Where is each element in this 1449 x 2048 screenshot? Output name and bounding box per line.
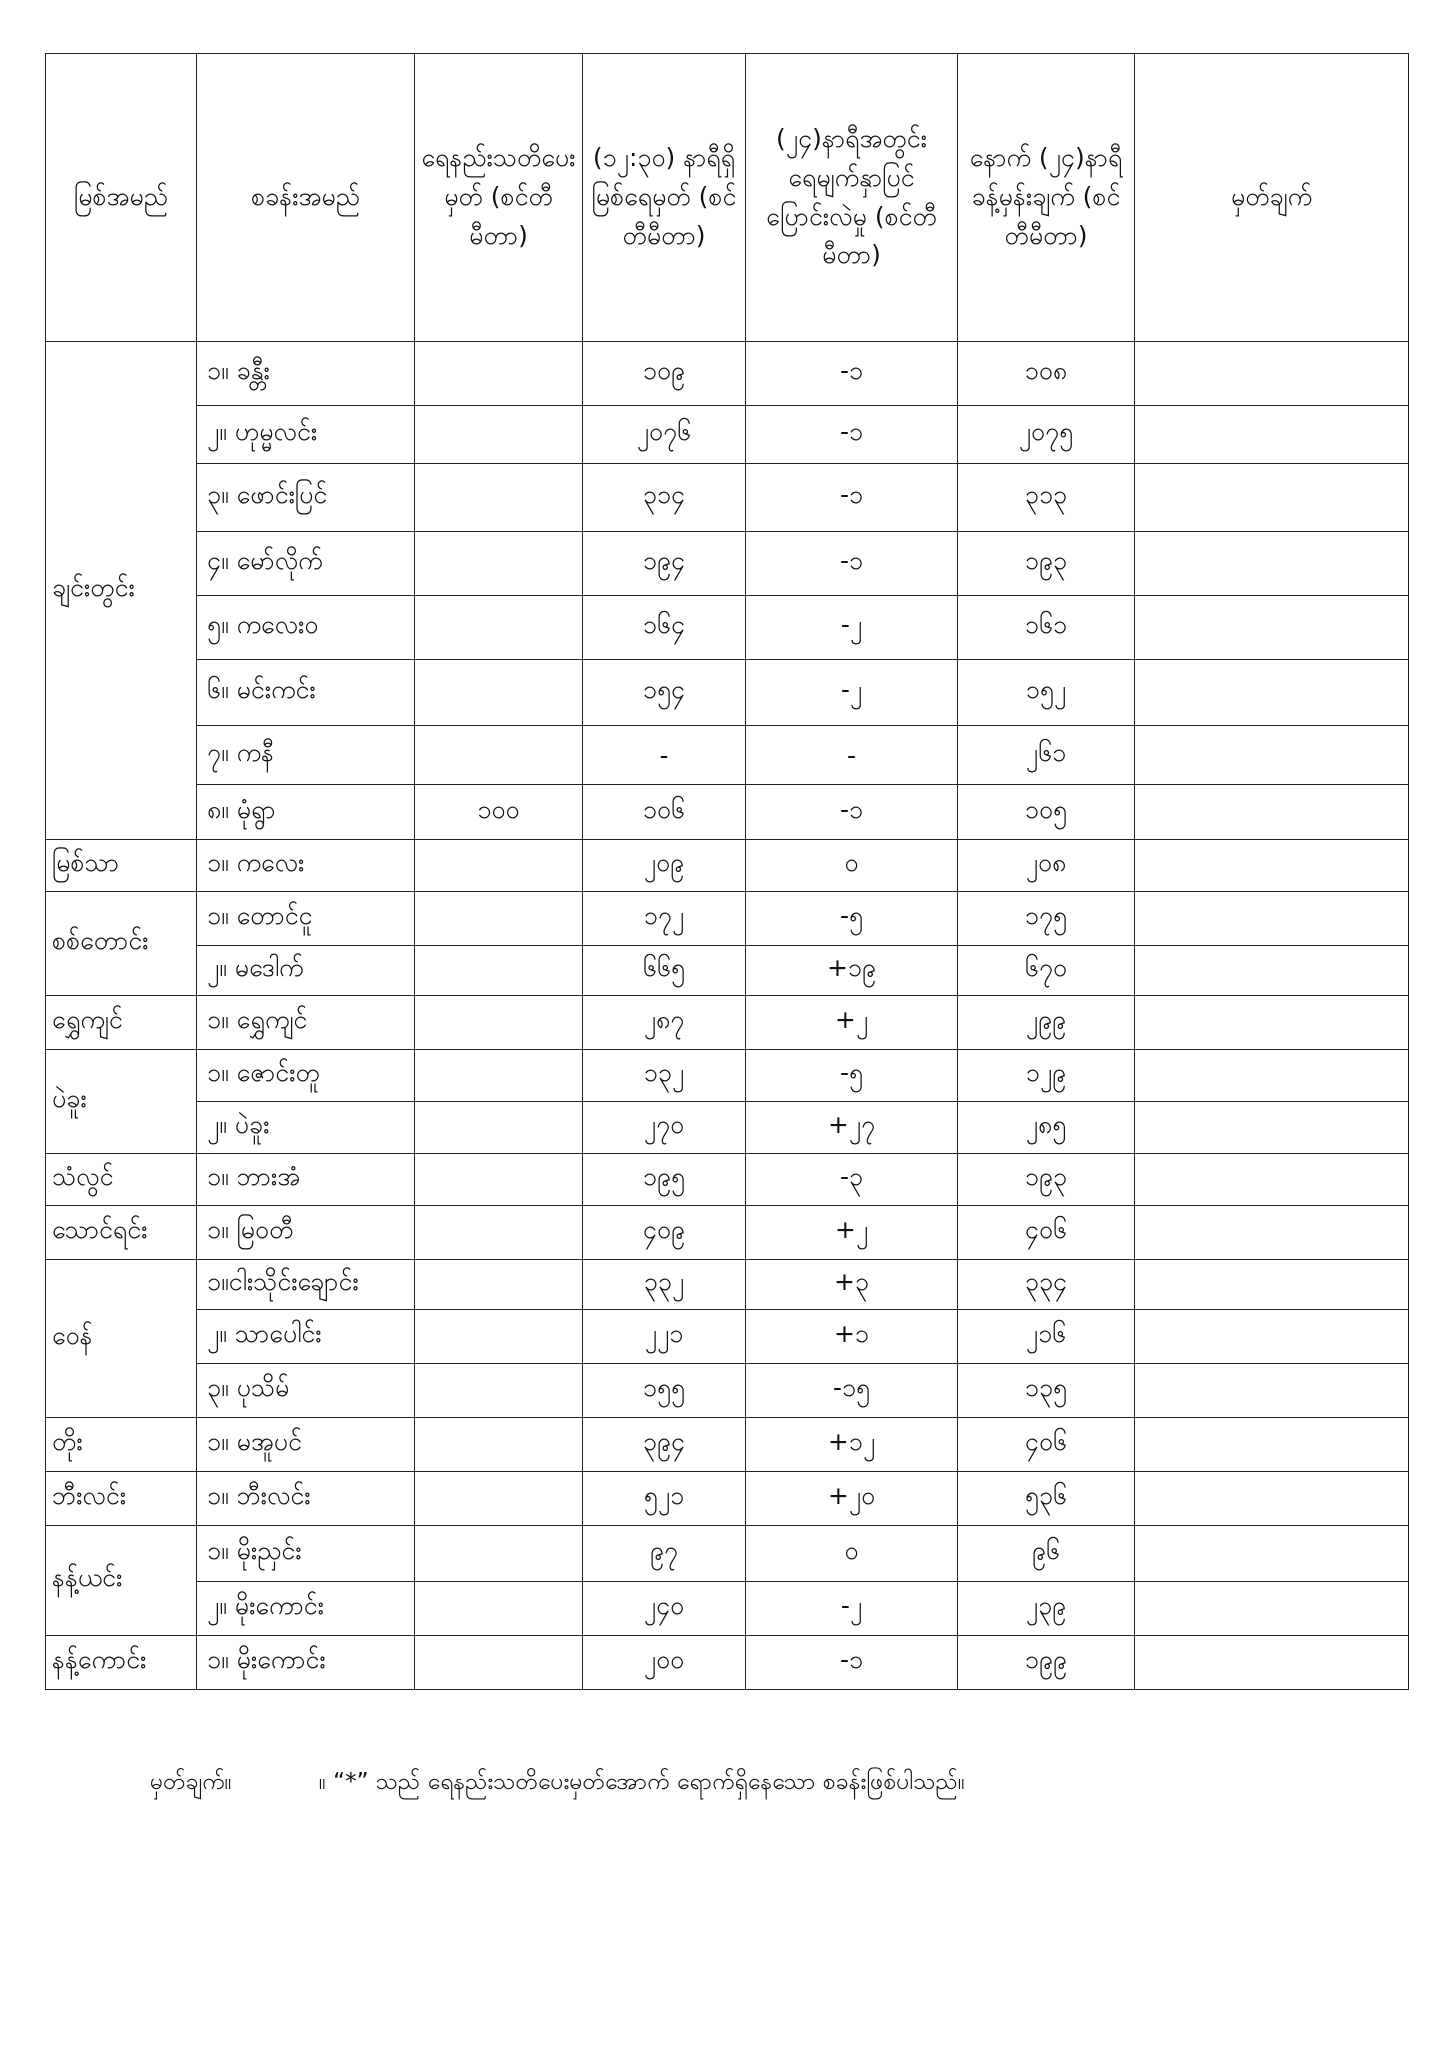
station-cell: ၁။ မအူပင် [197,1418,415,1472]
forecast-cell: ၃၃၄ [958,1260,1135,1310]
river-name-cell: ပဲခူး [46,1050,197,1154]
table-row [46,1154,1409,1206]
table-row [46,1206,1409,1260]
current-level-cell: ၃၁၄ [583,464,746,532]
change-cell: - [746,726,958,785]
forecast-cell: ၉၆ [958,1526,1135,1582]
forecast-cell: ၂၆၁ [958,726,1135,785]
change-cell: +၂၀ [746,1472,958,1526]
remark-cell [1135,532,1409,596]
station-cell: ၁။ ရွှေကျင် [197,996,415,1050]
warning-level-cell [415,840,583,892]
river-name-cell: နန့်ယင်း [46,1526,197,1636]
forecast-cell: ၁၆၁ [958,596,1135,660]
warning-level-cell [415,892,583,946]
table-row [46,1050,1409,1102]
remark-cell [1135,596,1409,660]
forecast-cell: ၄၀၆ [958,1418,1135,1472]
station-cell: ၁။ မြဝတီ [197,1206,415,1260]
remark-cell [1135,1636,1409,1690]
header-row [46,54,1409,342]
table-row [46,596,1409,660]
current-level-cell: ၁၇၂ [583,892,746,946]
forecast-cell: ၂၈၅ [958,1102,1135,1154]
table-row [46,1260,1409,1310]
warning-level-cell [415,726,583,785]
table-row [46,342,1409,406]
current-level-cell: ၂၀၀ [583,1636,746,1690]
remark-cell [1135,342,1409,406]
forecast-cell: ၃၁၃ [958,464,1135,532]
current-level-cell: ၁၃၂ [583,1050,746,1102]
remark-cell [1135,1260,1409,1310]
footnote-text: ။ “*” သည် ရေနည်းသတိပေးမှတ်အောက် ရောက်ရှိနေသော စခန်းဖြစ်ပါသည်။ [318,1769,965,1795]
current-level-cell: ၁၅၄ [583,660,746,726]
column-header-river: မြစ်အမည် [46,54,197,342]
station-cell: ၃။ ဖောင်းပြင် [197,464,415,532]
current-level-cell: ၂၂၁ [583,1310,746,1364]
remark-cell [1135,840,1409,892]
station-cell: ၁။ မိုးကောင်း [197,1636,415,1690]
change-cell: -၁ [746,1636,958,1690]
change-cell: -၅ [746,1050,958,1102]
remark-cell [1135,726,1409,785]
river-name-cell: ဘီးလင်း [46,1472,197,1526]
change-cell: -၁၅ [746,1364,958,1418]
current-level-cell: ၂၇၀ [583,1102,746,1154]
station-cell: ၁။ ခန္တီး [197,342,415,406]
table-row [46,1582,1409,1636]
current-level-cell: ၉၇ [583,1526,746,1582]
remark-cell [1135,1526,1409,1582]
forecast-cell: ၂၁၆ [958,1310,1135,1364]
footnote-label: မှတ်ချက်။ [150,1769,232,1795]
warning-level-cell [415,1364,583,1418]
warning-level-cell [415,1472,583,1526]
current-level-cell: ၁၀၆ [583,785,746,840]
forecast-cell: ၂၉၉ [958,996,1135,1050]
forecast-cell: ၂၃၉ [958,1582,1135,1636]
forecast-cell: ၁၂၉ [958,1050,1135,1102]
change-cell: -၁ [746,785,958,840]
station-cell: ၂။ မဒေါက် [197,946,415,996]
river-name-cell: သောင်ရင်း [46,1206,197,1260]
station-cell: ၁။ ဘီးလင်း [197,1472,415,1526]
forecast-cell: ၁၅၂ [958,660,1135,726]
remark-cell [1135,660,1409,726]
table-row [46,532,1409,596]
warning-level-cell [415,342,583,406]
remark-cell [1135,1206,1409,1260]
warning-level-cell: ၁၀၀ [415,785,583,840]
station-cell: ၁။ငါးသိုင်းချောင်း [197,1260,415,1310]
river-name-cell: သံလွင် [46,1154,197,1206]
forecast-cell: ၁၉၃ [958,1154,1135,1206]
warning-level-cell [415,406,583,464]
remark-cell [1135,1582,1409,1636]
table-row [46,1364,1409,1418]
change-cell: +၃ [746,1260,958,1310]
table-row [46,1310,1409,1364]
forecast-cell: ၂၀၇၅ [958,406,1135,464]
remark-cell [1135,406,1409,464]
remark-cell [1135,996,1409,1050]
station-cell: ၂။ သာပေါင်း [197,1310,415,1364]
river-name-cell: စစ်တောင်း [46,892,197,996]
change-cell: -၅ [746,892,958,946]
station-cell: ၃။ ပုသိမ် [197,1364,415,1418]
station-cell: ၂။ ပဲခူး [197,1102,415,1154]
current-level-cell: ၅၂၁ [583,1472,746,1526]
remark-cell [1135,1102,1409,1154]
remark-cell [1135,785,1409,840]
table-row [46,892,1409,946]
current-level-cell: ၂၈၇ [583,996,746,1050]
remark-cell [1135,1310,1409,1364]
change-cell: -၁ [746,464,958,532]
warning-level-cell [415,1206,583,1260]
table-row [46,464,1409,532]
table-row [46,785,1409,840]
river-name-cell: ဝေန် [46,1260,197,1418]
change-cell: -၃ [746,1154,958,1206]
table-row [46,1472,1409,1526]
forecast-cell: ၁၀၅ [958,785,1135,840]
river-name-cell: တိုး [46,1418,197,1472]
change-cell: -၁ [746,532,958,596]
forecast-cell: ၁၇၅ [958,892,1135,946]
current-level-cell: ၂၄၀ [583,1582,746,1636]
current-level-cell: ၁၀၉ [583,342,746,406]
station-cell: ၁။ ဇောင်းတူ [197,1050,415,1102]
warning-level-cell [415,1154,583,1206]
remark-cell [1135,1472,1409,1526]
change-cell: +၁၉ [746,946,958,996]
warning-level-cell [415,596,583,660]
change-cell: +၂ [746,996,958,1050]
current-level-cell: ၂၀၉ [583,840,746,892]
warning-level-cell [415,1102,583,1154]
table-row [46,946,1409,996]
station-cell: ၂။ မိုးကောင်း [197,1582,415,1636]
table-row [46,660,1409,726]
table-row [46,840,1409,892]
forecast-cell: ၁၀၈ [958,342,1135,406]
change-cell: -၁ [746,342,958,406]
current-level-cell: ၁၉၅ [583,1154,746,1206]
river-name-cell: ရွှေကျင် [46,996,197,1050]
remark-cell [1135,1418,1409,1472]
current-level-cell: ၃၉၄ [583,1418,746,1472]
current-level-cell: ၂၀၇၆ [583,406,746,464]
remark-cell [1135,946,1409,996]
remark-cell [1135,464,1409,532]
station-cell: ၆။ မင်းကင်း [197,660,415,726]
forecast-cell: ၄၀၆ [958,1206,1135,1260]
river-level-table [45,53,1409,1690]
current-level-cell: ၁၉၄ [583,532,746,596]
current-level-cell: ၁၅၅ [583,1364,746,1418]
table-row [46,406,1409,464]
current-level-cell: ၆၆၅ [583,946,746,996]
river-name-cell: မြစ်သာ [46,840,197,892]
warning-level-cell [415,464,583,532]
table-row [46,1636,1409,1690]
station-cell: ၈။ မုံရွာ [197,785,415,840]
change-cell: +၂၇ [746,1102,958,1154]
station-cell: ၄။ မော်လိုက် [197,532,415,596]
warning-level-cell [415,1582,583,1636]
column-header-warning-level: ရေနည်းသတိပေးမှတ် (စင်တီမီတာ) [415,54,583,342]
river-name-cell: ချင်းတွင်း [46,342,197,840]
change-cell: +၁၂ [746,1418,958,1472]
table-row [46,1526,1409,1582]
column-header-station: စခန်းအမည် [197,54,415,342]
table-row [46,996,1409,1050]
change-cell: +၂ [746,1206,958,1260]
warning-level-cell [415,946,583,996]
change-cell: ၀ [746,840,958,892]
table-row [46,726,1409,785]
warning-level-cell [415,996,583,1050]
current-level-cell: - [583,726,746,785]
change-cell: -၂ [746,596,958,660]
column-header-remark: မှတ်ချက် [1135,54,1409,342]
forecast-cell: ၆၇၀ [958,946,1135,996]
remark-cell [1135,1050,1409,1102]
change-cell: +၁ [746,1310,958,1364]
warning-level-cell [415,1526,583,1582]
forecast-cell: ၅၃၆ [958,1472,1135,1526]
change-cell: ၀ [746,1526,958,1582]
remark-cell [1135,892,1409,946]
remark-cell [1135,1154,1409,1206]
column-header-forecast: နောက် (၂၄)နာရီ ခန့်မှန်းချက် (စင်တီမီတာ) [958,54,1135,342]
current-level-cell: ၃၃၂ [583,1260,746,1310]
warning-level-cell [415,1310,583,1364]
change-cell: -၂ [746,660,958,726]
station-cell: ၇။ ကနီ [197,726,415,785]
column-header-24h-change: (၂၄)နာရီအတွင်း ရေမျက်နှာပြင် ပြောင်းလဲမှု (စင်တီမီတာ) [746,54,958,342]
station-cell: ၅။ ကလေးဝ [197,596,415,660]
current-level-cell: ၄၀၉ [583,1206,746,1260]
warning-level-cell [415,1636,583,1690]
column-header-current-level: (၁၂:၃၀) နာရီရှိ မြစ်ရေမှတ် (စင်တီမီတာ) [583,54,746,342]
warning-level-cell [415,532,583,596]
station-cell: ၁။ တောင်ငူ [197,892,415,946]
table-row [46,1418,1409,1472]
warning-level-cell [415,1260,583,1310]
current-level-cell: ၁၆၄ [583,596,746,660]
river-name-cell: နန့်ကောင်း [46,1636,197,1690]
warning-level-cell [415,1050,583,1102]
warning-level-cell [415,1418,583,1472]
remark-cell [1135,1364,1409,1418]
warning-level-cell [415,660,583,726]
station-cell: ၁။ ဘားအံ [197,1154,415,1206]
change-cell: -၂ [746,1582,958,1636]
station-cell: ၂။ ဟုမ္မလင်း [197,406,415,464]
forecast-cell: ၁၉၉ [958,1636,1135,1690]
forecast-cell: ၁၉၃ [958,532,1135,596]
table-row [46,1102,1409,1154]
forecast-cell: ၁၃၅ [958,1364,1135,1418]
station-cell: ၁။ မိုးညှင်း [197,1526,415,1582]
station-cell: ၁။ ကလေး [197,840,415,892]
change-cell: -၁ [746,406,958,464]
forecast-cell: ၂၀၈ [958,840,1135,892]
footnote [150,1767,965,1801]
